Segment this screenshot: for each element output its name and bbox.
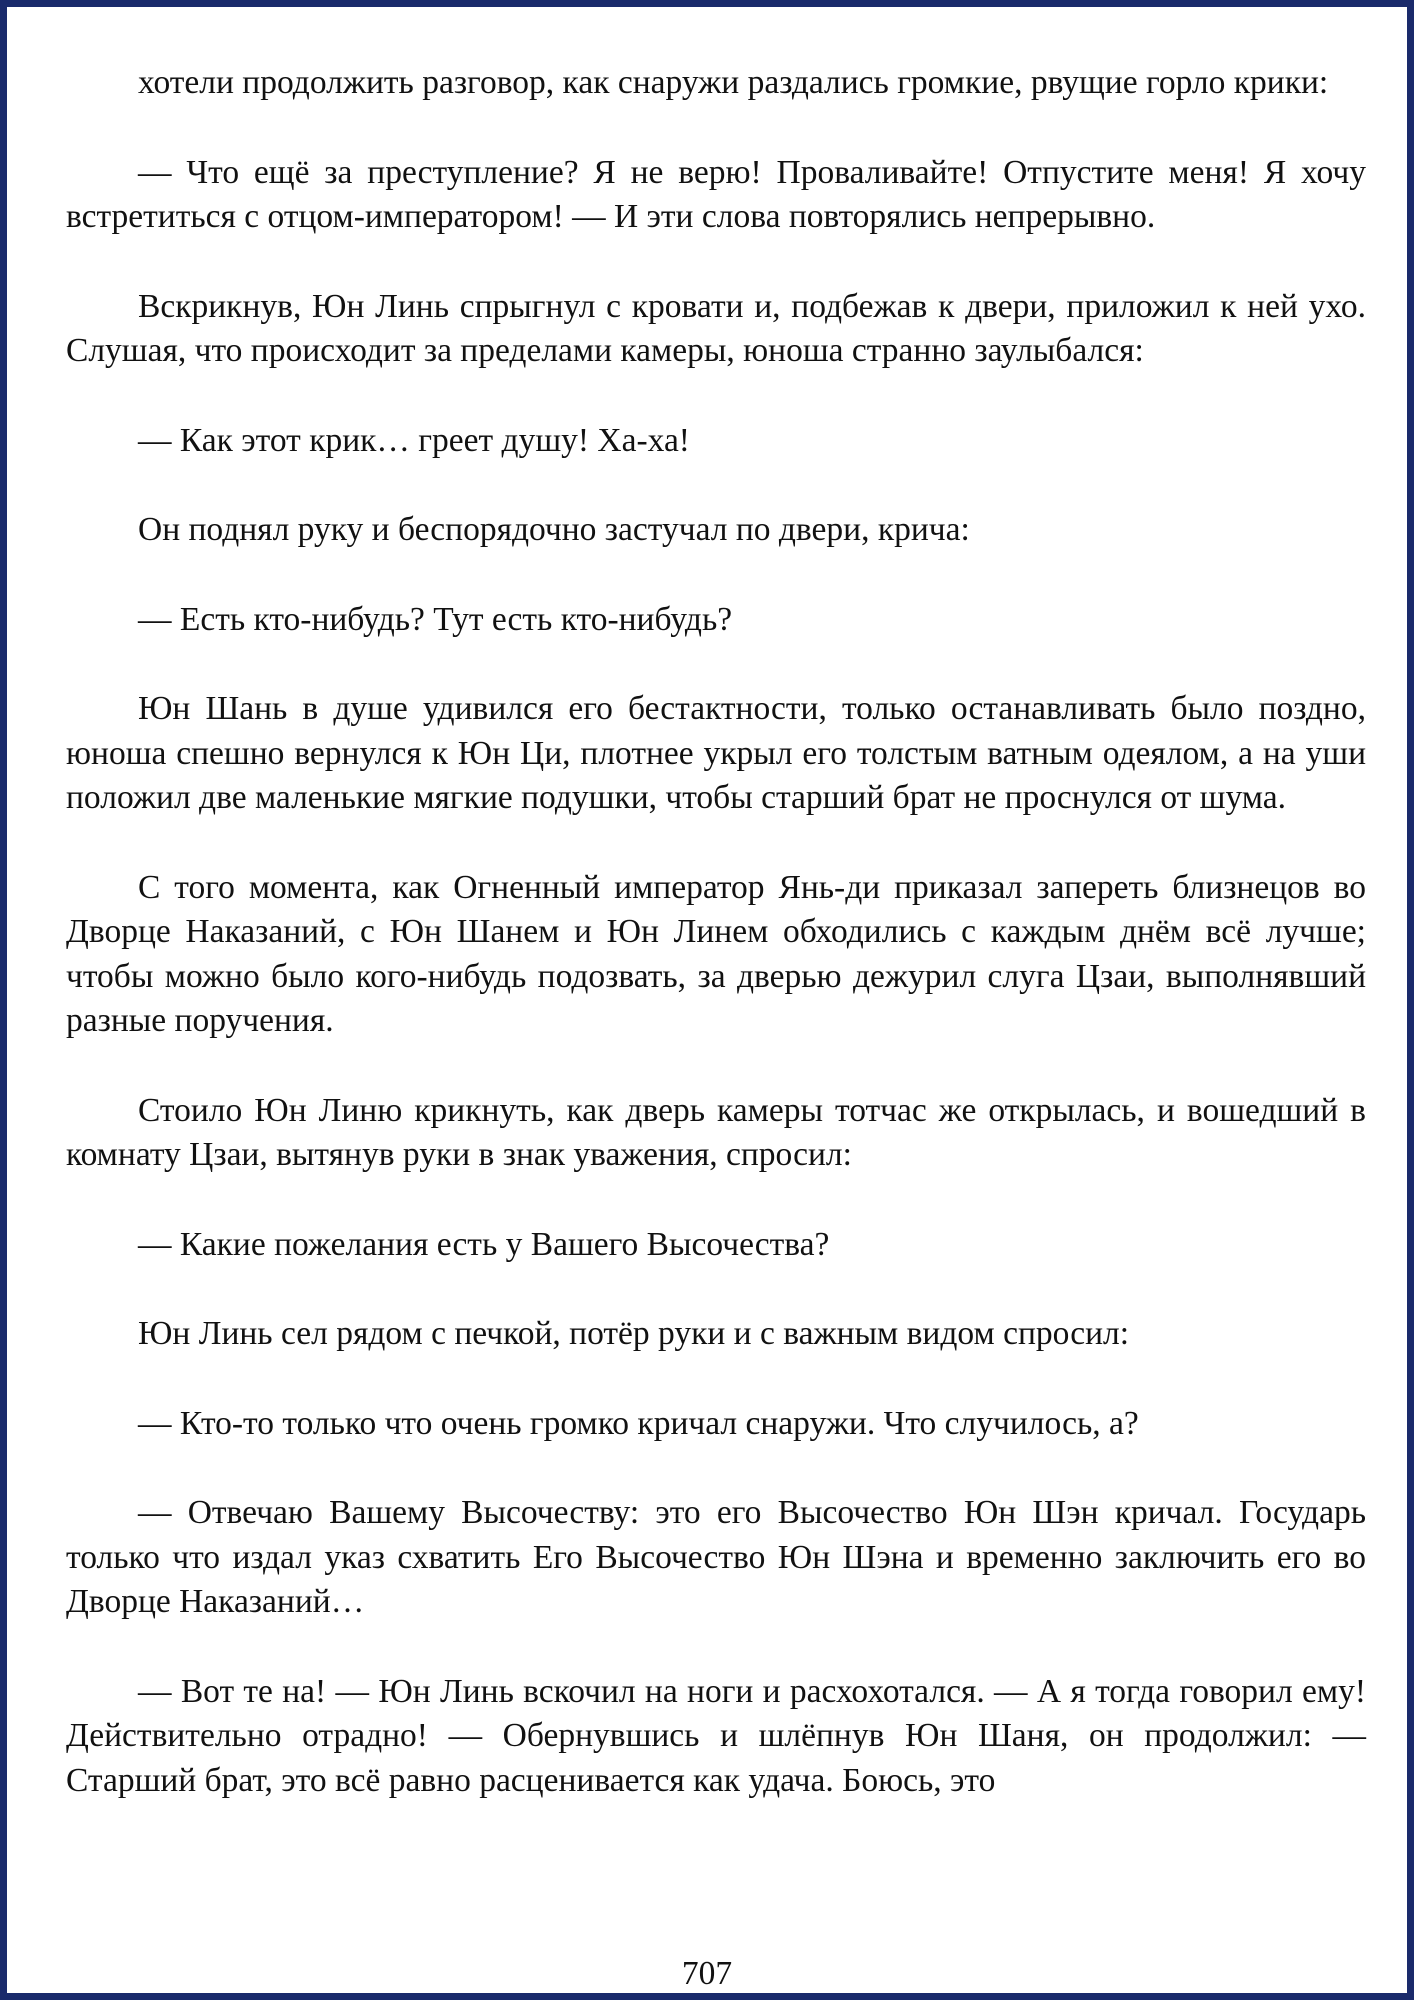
paragraph: — Что ещё за преступление? Я не верю! Проваливайте! Отпустите меня! Я хочу встретиться с отцом-императором! — И эти слова повторялись непрерывно. — [66, 153, 1366, 235]
page-number: 707 — [681, 1955, 733, 1992]
paragraph: Юн Шань в душе удивился его бестактности, только останавливать было поздно, юноша спешно вернулся к Юн Ци, плотнее укрыл его толстым ватным одеялом, а на уши положил две маленькие мягкие подушки, чтобы старший брат не проснулся от шума. — [66, 690, 1366, 816]
paragraph: — Отвечаю Вашему Высочеству: это его Высочество Юн Шэн кричал. Государь только что издал указ схватить Его Высочество Юн Шэна и временно заключить его во Дворце Наказаний… — [66, 1494, 1366, 1620]
paragraph: Вскрикнув, Юн Линь спрыгнул с кровати и, подбежав к двери, приложил к ней ухо. Слушая, что происходит за пределами камеры, юноша странно заулыбался: — [66, 287, 1366, 369]
paragraph: С того момента, как Огненный император Янь-ди приказал запереть близнецов во Дворце Наказаний, с Юн Шанем и Юн Линем обходились с каждым днём всё лучше; чтобы можно было кого-нибудь подозвать, за дверью дежурил слуга Цзаи, выполнявший разные поручения. — [66, 868, 1366, 1039]
paragraph: Стоило Юн Линю крикнуть, как дверь камеры тотчас же открылась, и вошедший в комнату Цзаи, вытянув руки в знак уважения, спросил: — [66, 1091, 1366, 1173]
paragraph: — Как этот крик… греет душу! Ха-ха! — [138, 421, 690, 459]
paragraph: Он поднял руку и беспорядочно застучал по двери, крича: — [138, 511, 970, 548]
paragraph: Юн Линь сел рядом с печкой, потёр руки и с важным видом спросил: — [138, 1315, 1130, 1352]
paragraph: — Есть кто-нибудь? Тут есть кто-нибудь? — [138, 600, 733, 638]
text-body — [66, 61, 1366, 1848]
paragraph: — Какие пожелания есть у Вашего Высочества? — [138, 1225, 830, 1263]
paragraph: — Кто-то только что очень громко кричал снаружи. Что случилось, а? — [138, 1404, 1139, 1442]
paragraph: хотели продолжить разговор, как снаружи раздались громкие, рвущие горло крики: — [138, 64, 1329, 101]
paragraph: — Вот те на! — Юн Линь вскочил на ноги и расхохотался. — А я тогда говорил ему! Действительно отрадно! — Обернувшись и шлёпнув Юн Шаня, он продолжил: — Старший брат, это всё равно расценивается как удача. Боюсь, это — [66, 1672, 1366, 1799]
